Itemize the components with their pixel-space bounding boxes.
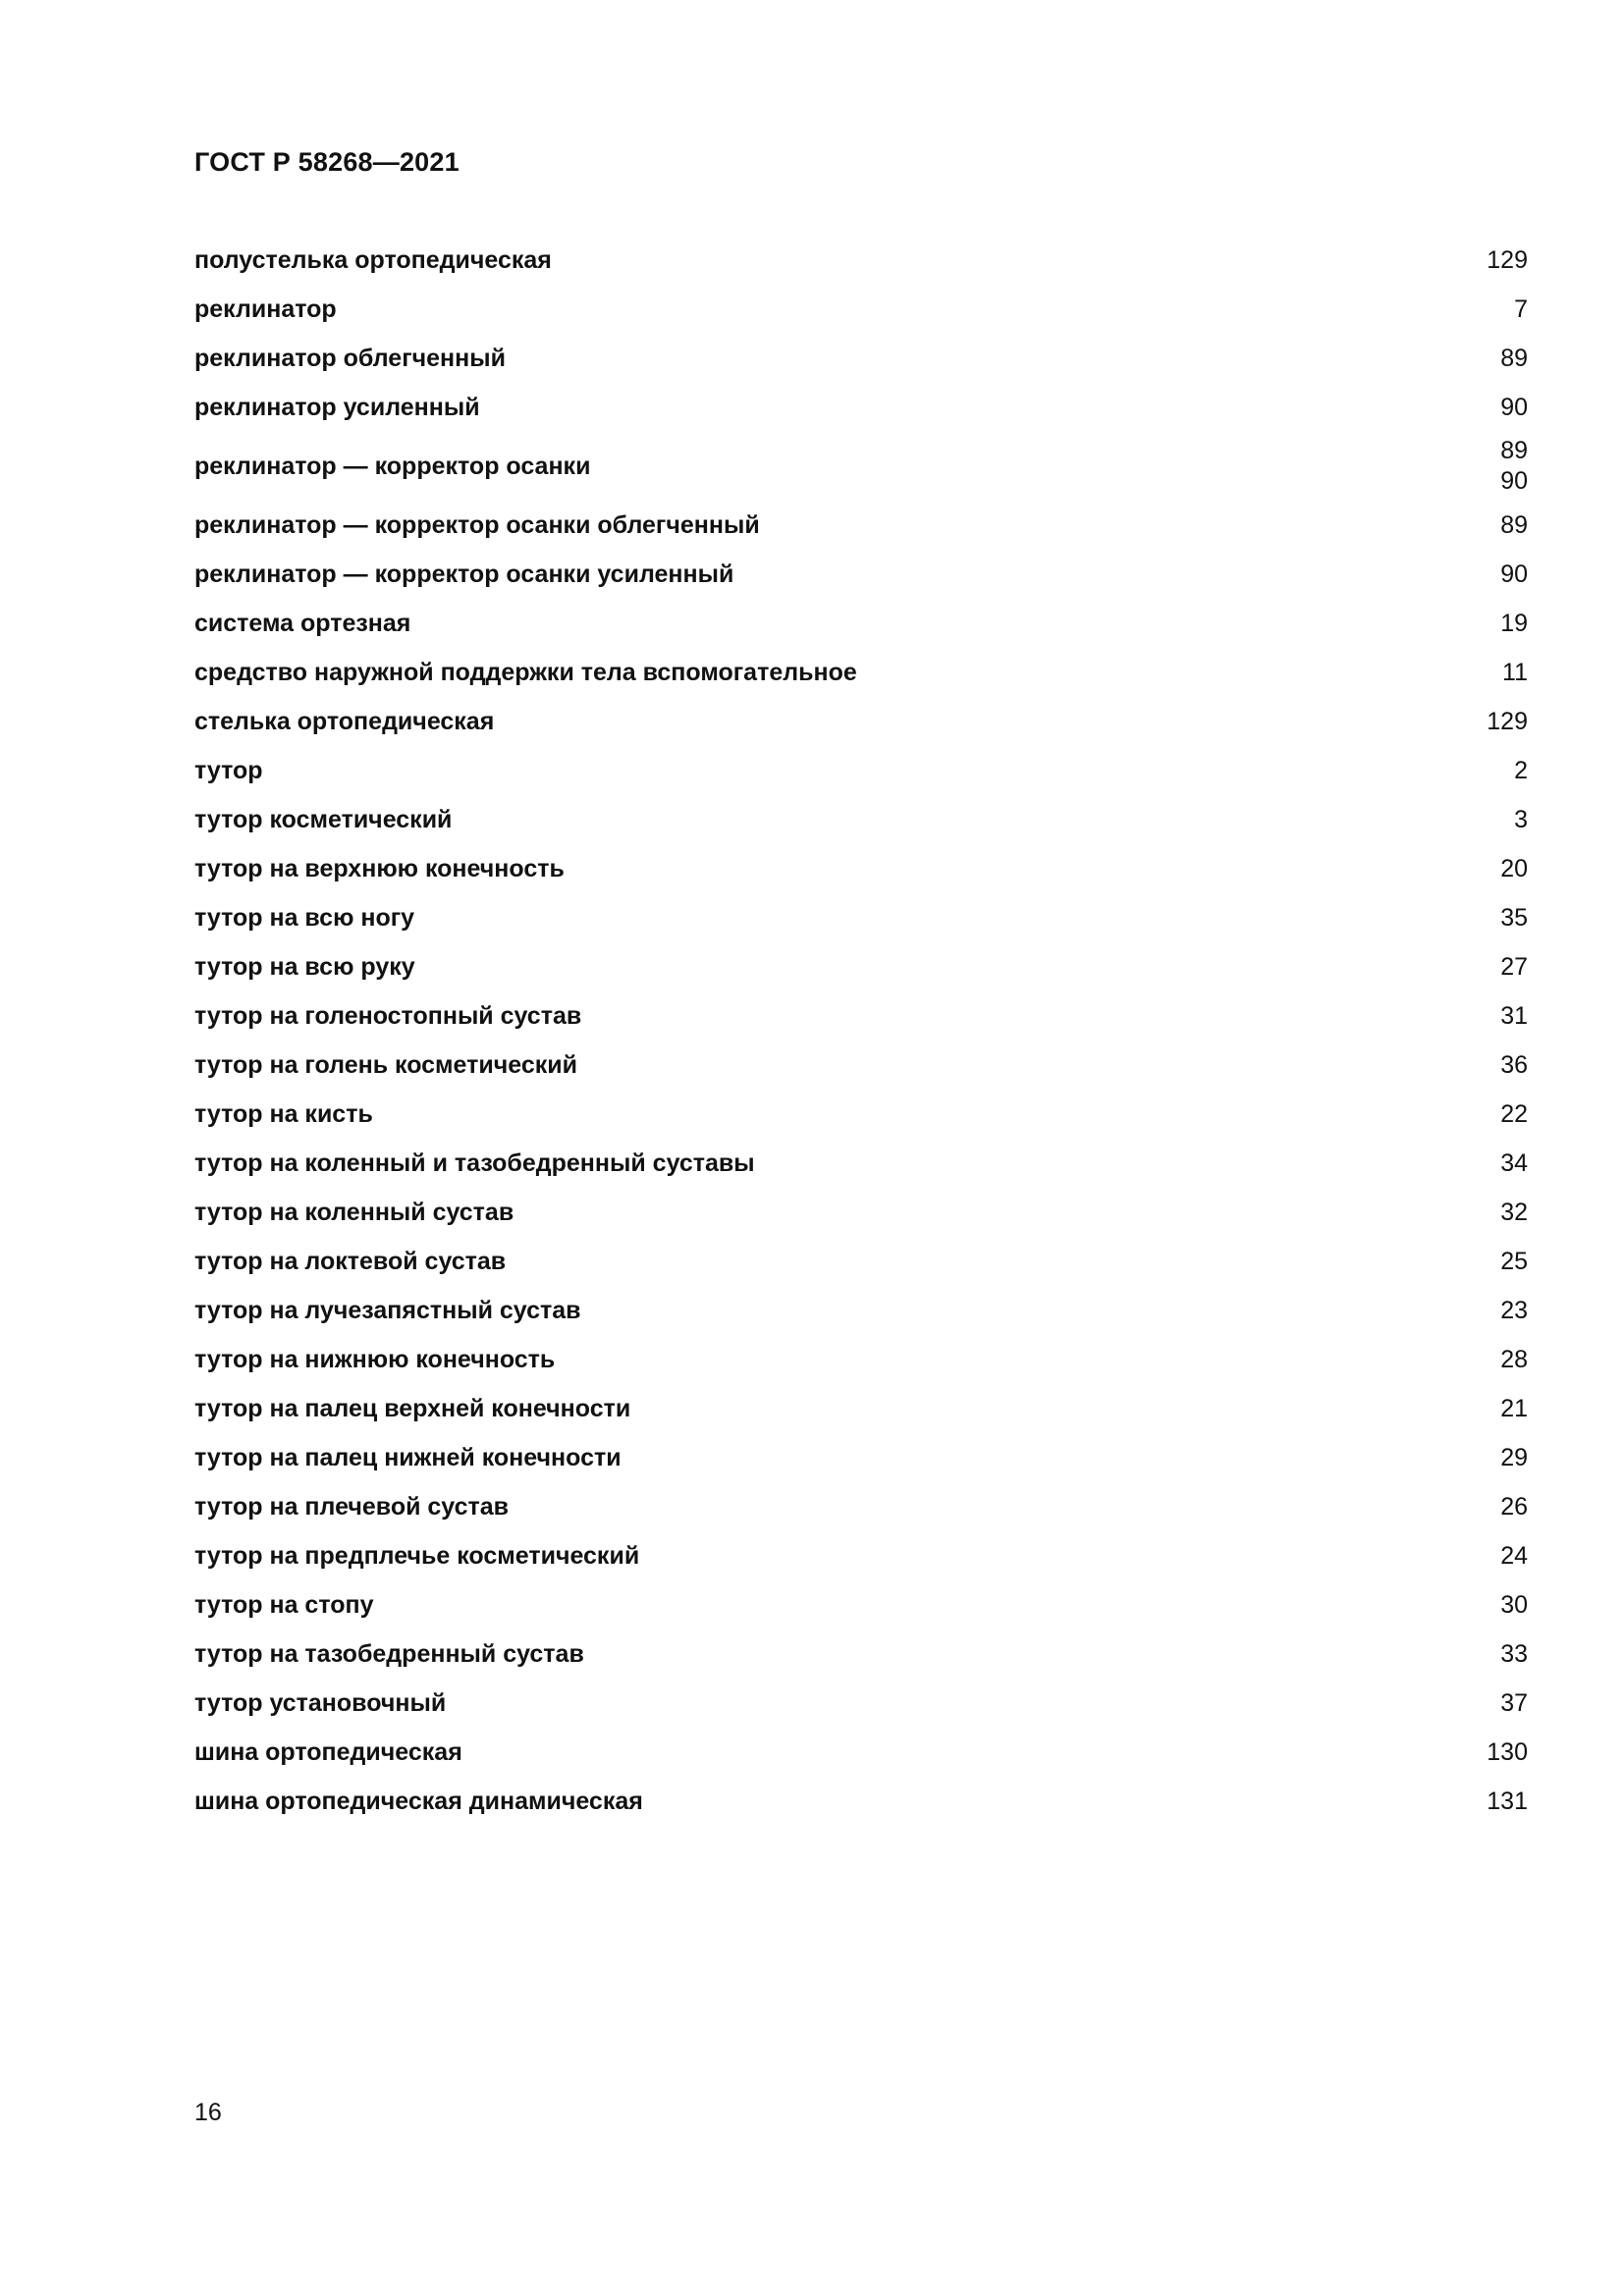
ref-number: 32 — [1500, 1198, 1528, 1226]
index-term: тутор на голеностопный сустав — [194, 1001, 582, 1030]
ref-number: 27 — [1500, 952, 1528, 981]
document-header: ГОСТ Р 58268—2021 — [194, 147, 460, 177]
index-term: система ортезная — [194, 609, 411, 637]
index-entry — [194, 1335, 1528, 1384]
ref-number: 19 — [1500, 609, 1528, 637]
index-entry — [194, 991, 1528, 1041]
ref-number: 22 — [1500, 1099, 1528, 1128]
index-entry — [194, 648, 1528, 697]
index-ref — [1500, 1050, 1528, 1081]
index-entry — [194, 893, 1528, 942]
index-entry — [194, 1384, 1528, 1433]
index-ref — [1500, 903, 1528, 934]
index-ref — [1500, 952, 1528, 983]
index-ref — [1514, 756, 1528, 786]
index-entry — [194, 550, 1528, 599]
index-ref — [1500, 510, 1528, 541]
index-ref — [1500, 560, 1528, 590]
ref-number: 89 — [1500, 344, 1528, 372]
index-term: шина ортопедическая — [194, 1737, 462, 1766]
index-ref — [1500, 1590, 1528, 1621]
index-term: реклинатор — корректор осанки облегченный — [194, 510, 760, 539]
ref-number: 129 — [1487, 707, 1528, 735]
index-ref — [1514, 294, 1528, 325]
index-entry — [194, 844, 1528, 893]
ref-number: 31 — [1500, 1001, 1528, 1030]
ref-number: 89 — [1500, 510, 1528, 539]
ref-number: 7 — [1514, 294, 1528, 323]
index-term: тутор на стопу — [194, 1590, 374, 1619]
index-entry — [194, 1090, 1528, 1139]
index-term: тутор на всю ногу — [194, 903, 415, 932]
index-term: тутор установочный — [194, 1688, 447, 1717]
alphabetical-index — [194, 236, 1528, 1826]
index-term: реклинатор усиленный — [194, 393, 480, 421]
index-term: тутор — [194, 756, 263, 784]
index-ref — [1500, 1296, 1528, 1326]
ref-number: 129 — [1487, 245, 1528, 274]
index-term: средство наружной поддержки тела вспомогательное — [194, 658, 857, 686]
index-ref — [1500, 1198, 1528, 1228]
index-ref — [1500, 1639, 1528, 1670]
ref-number: 131 — [1487, 1787, 1528, 1815]
ref-number: 90 — [1500, 467, 1528, 495]
index-term: тутор на верхнюю конечность — [194, 854, 565, 882]
index-ref — [1500, 1492, 1528, 1522]
index-term: тутор на палец нижней конечности — [194, 1443, 622, 1471]
index-term: реклинатор — корректор осанки — [194, 452, 591, 480]
ref-number: 28 — [1500, 1345, 1528, 1373]
index-term: реклинатор — [194, 294, 337, 323]
ref-number: 34 — [1500, 1148, 1528, 1177]
index-entry — [194, 285, 1528, 334]
index-term: реклинатор облегченный — [194, 344, 506, 372]
ref-number: 30 — [1500, 1590, 1528, 1619]
index-term: тутор на предплечье косметический — [194, 1541, 640, 1570]
index-term: стелька ортопедическая — [194, 707, 495, 735]
index-ref — [1500, 1247, 1528, 1277]
index-entry — [194, 501, 1528, 550]
index-ref — [1502, 658, 1528, 688]
ref-number: 20 — [1500, 854, 1528, 882]
ref-number: 23 — [1500, 1296, 1528, 1324]
index-entry — [194, 1139, 1528, 1188]
index-entry — [194, 1728, 1528, 1777]
ref-number: 33 — [1500, 1639, 1528, 1668]
index-ref — [1500, 1443, 1528, 1473]
index-term: тутор на кисть — [194, 1099, 373, 1128]
index-entry — [194, 1629, 1528, 1679]
index-ref — [1487, 1737, 1528, 1768]
ref-number: 24 — [1500, 1541, 1528, 1570]
ref-number: 21 — [1500, 1394, 1528, 1422]
index-ref — [1500, 1688, 1528, 1719]
ref-number: 3 — [1514, 805, 1528, 833]
index-ref — [1500, 1001, 1528, 1032]
index-term: тутор на тазобедренный сустав — [194, 1639, 584, 1668]
index-term: тутор на палец верхней конечности — [194, 1394, 631, 1422]
index-term: тутор на всю руку — [194, 952, 415, 981]
index-ref — [1500, 1099, 1528, 1130]
index-ref — [1487, 1787, 1528, 1817]
index-ref — [1487, 707, 1528, 737]
index-entry — [194, 1580, 1528, 1629]
index-entry — [194, 746, 1528, 795]
index-ref — [1500, 1345, 1528, 1375]
index-ref — [1500, 1541, 1528, 1572]
ref-number: 26 — [1500, 1492, 1528, 1521]
ref-number: 11 — [1502, 658, 1528, 686]
index-term: тутор на коленный и тазобедренный суставы — [194, 1148, 755, 1177]
ref-number: 89 — [1500, 437, 1528, 464]
index-entry — [194, 1531, 1528, 1580]
index-ref — [1500, 854, 1528, 884]
index-term: тутор на голень косметический — [194, 1050, 577, 1079]
index-entry — [194, 236, 1528, 285]
index-entry — [194, 334, 1528, 383]
index-entry — [194, 1433, 1528, 1482]
index-ref — [1500, 393, 1528, 423]
index-entry — [194, 1188, 1528, 1237]
ref-number: 90 — [1500, 393, 1528, 421]
index-term: шина ортопедическая динамическая — [194, 1787, 643, 1815]
ref-number: 25 — [1500, 1247, 1528, 1275]
index-entry — [194, 1237, 1528, 1286]
index-entry — [194, 1679, 1528, 1728]
ref-number: 130 — [1487, 1737, 1528, 1766]
index-ref — [1487, 245, 1528, 276]
index-ref — [1514, 805, 1528, 835]
ref-number: 90 — [1500, 560, 1528, 588]
index-term: реклинатор — корректор осанки усиленный — [194, 560, 734, 588]
ref-number: 37 — [1500, 1688, 1528, 1717]
index-entry — [194, 599, 1528, 648]
index-term: тутор косметический — [194, 805, 453, 833]
index-entry — [194, 1482, 1528, 1531]
index-entry — [194, 795, 1528, 844]
index-term: тутор на нижнюю конечность — [194, 1345, 556, 1373]
index-term: тутор на плечевой сустав — [194, 1492, 510, 1521]
page-number: 16 — [194, 2099, 222, 2126]
index-entry — [194, 432, 1528, 501]
index-term: тутор на лучезапястный сустав — [194, 1296, 581, 1324]
index-entry — [194, 942, 1528, 991]
index-entry — [194, 383, 1528, 432]
index-entry — [194, 1777, 1528, 1826]
index-term: тутор на коленный сустав — [194, 1198, 514, 1226]
index-ref — [1500, 344, 1528, 374]
ref-number: 29 — [1500, 1443, 1528, 1471]
index-ref — [1500, 1394, 1528, 1424]
index-ref — [1500, 436, 1528, 497]
ref-number: 2 — [1514, 756, 1528, 784]
ref-number: 35 — [1500, 903, 1528, 932]
index-entry — [194, 1041, 1528, 1090]
index-ref — [1500, 609, 1528, 639]
index-entry — [194, 1286, 1528, 1335]
ref-number: 36 — [1500, 1050, 1528, 1079]
index-term: тутор на локтевой сустав — [194, 1247, 507, 1275]
index-ref — [1500, 1148, 1528, 1179]
index-entry — [194, 697, 1528, 746]
index-term: полустелька ортопедическая — [194, 245, 552, 274]
